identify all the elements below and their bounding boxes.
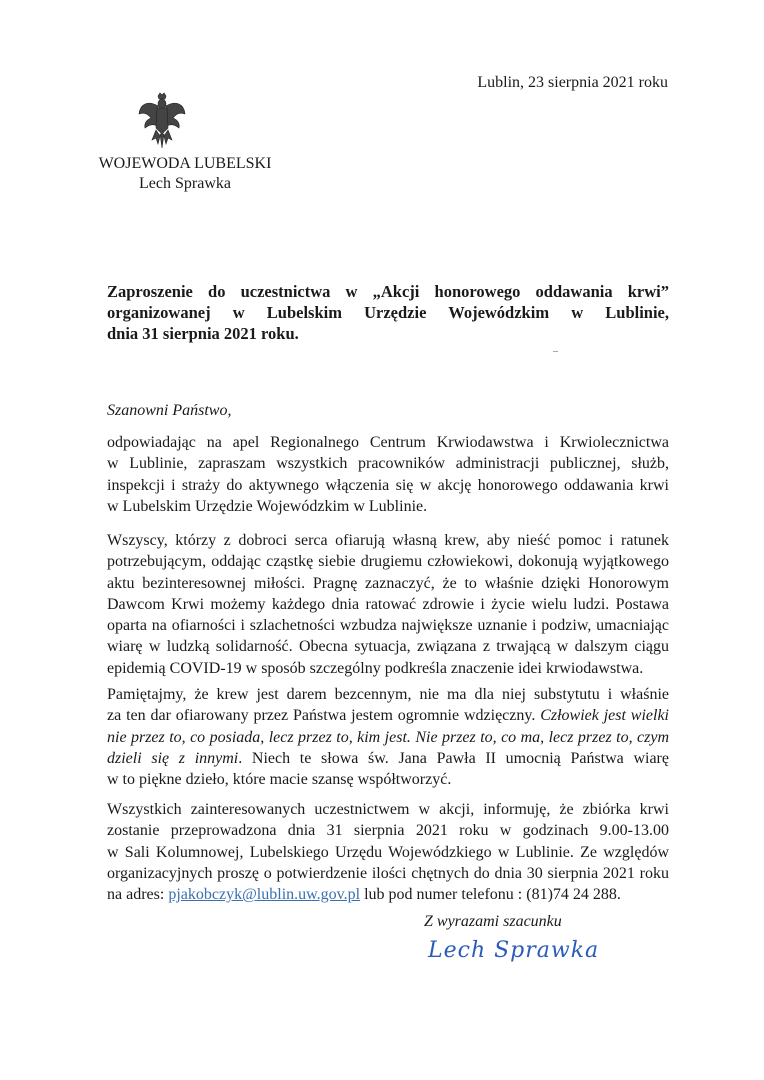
text-line — [107, 705, 669, 726]
quote-italic: dzieli się z innymi — [107, 749, 239, 767]
text-line: oparta na ofiarności i szlachetności wzbudza największe uznanie i podziw, umacniając — [107, 617, 669, 635]
paragraph-quote — [107, 684, 669, 790]
polish-eagle-emblem-icon — [138, 92, 186, 150]
text-line: w Sali Kolumnowej, Lubelskiego Urzędu Wojewódzkiego w Lublinie. Ze względów — [107, 843, 669, 861]
text-line: odpowiadając na apel Regionalnego Centrum Krwiodawstwa i Krwiolecznictwa — [107, 434, 669, 451]
salutation: Szanowni Państwo, — [107, 402, 232, 419]
scan-mark — [553, 351, 558, 352]
text-line: aktu bezinteresownej miłości. Pragnę zaznaczyć, że to właśnie dzięki Honorowym — [107, 574, 669, 592]
quote-italic-line: nie przez to, co posiada, lecz przez to, kim jest. Nie przez to, co ma, lecz przez to, czym — [107, 728, 669, 746]
text-line: w to piękne dzieło, które macie szansę współtworzyć. — [107, 771, 452, 789]
office-block — [80, 154, 290, 194]
handwritten-signature: Lech Sprawka — [428, 938, 600, 963]
text-line: epidemią COVID-19 w sposób szczególny podkreśla znaczenie idei krwiodawstwa. — [107, 659, 644, 677]
text-line — [107, 884, 669, 905]
office-title: WOJEWODA LUBELSKI — [98, 155, 272, 172]
email-link[interactable]: pjakobczyk@lublin.uw.gov.pl — [168, 886, 361, 904]
subject-line: dnia 31 sierpnia 2021 roku. — [107, 324, 299, 343]
text-line: Wszyscy, którzy z dobroci serca ofiarują własną krew, aby nieść pomoc i ratunek — [107, 532, 669, 549]
text-line: inspekcji i straży do aktywnego włączenia się w akcję honorowego oddawania krwi — [107, 476, 669, 494]
subject-line: Zaproszenie do uczestnictwa w „Akcji honorowego oddawania krwi” — [107, 282, 669, 301]
text-line: potrzebującym, oddając cząstkę siebie drugiemu człowiekowi, dokonują wyjątkowego — [107, 553, 669, 571]
text-line: Dawcom Krwi możemy każdego dnia ratować zdrowie i życie wielu ludzi. Postawa — [107, 595, 669, 613]
paragraph-donors — [107, 530, 669, 679]
text-plain: na adres: — [107, 886, 169, 904]
text-line: w Lublinie, zapraszam wszystkich pracowników administracji publicznej, służb, — [107, 455, 669, 473]
text-line: w Lubelskim Urzędzie Wojewódzkim w Lublinie. — [107, 497, 428, 515]
text-line: Wszystkich zainteresowanych uczestnictwem w akcji, informuję, że zbiórka krwi — [107, 801, 669, 818]
paragraph-details — [107, 799, 669, 905]
closing-phrase: Z wyrazami szacunku — [424, 913, 562, 930]
text-line: Pamiętajmy, że krew jest darem bezcennym, nie ma dla niej substytutu i właśnie — [107, 686, 669, 703]
quote-italic: Człowiek jest wielki — [540, 707, 669, 725]
subject-line: organizowanej w Lubelskim Urzędzie Wojewódzkim w Lublinie, — [107, 303, 669, 322]
text-line — [107, 748, 669, 769]
paragraph-invitation — [107, 432, 669, 517]
text-line: organizacyjnych proszę o potwierdzenie ilości chętnych do dnia 30 sierpnia 2021 roku — [107, 864, 669, 882]
letter-subject — [107, 281, 669, 344]
text-plain: za ten dar ofiarowany przez Państwa jestem ogromnie wdzięczny. — [107, 707, 541, 725]
office-holder-name: Lech Sprawka — [139, 175, 231, 192]
text-line: zostanie przeprowadzona dnia 31 sierpnia 2021 roku w godzinach 9.00-13.00 — [107, 822, 669, 840]
letter-date: Lublin, 23 sierpnia 2021 roku — [477, 74, 668, 91]
text-plain: . Niech te słowa św. Jana Pawła II umocnią Państwa wiarę — [238, 749, 669, 767]
text-line: wiarę w ludzką solidarność. Obecna sytuacja, związana z trwającą w dalszym ciągu — [107, 638, 669, 656]
text-plain: lub pod numer telefonu : (81)74 24 288. — [360, 886, 621, 904]
